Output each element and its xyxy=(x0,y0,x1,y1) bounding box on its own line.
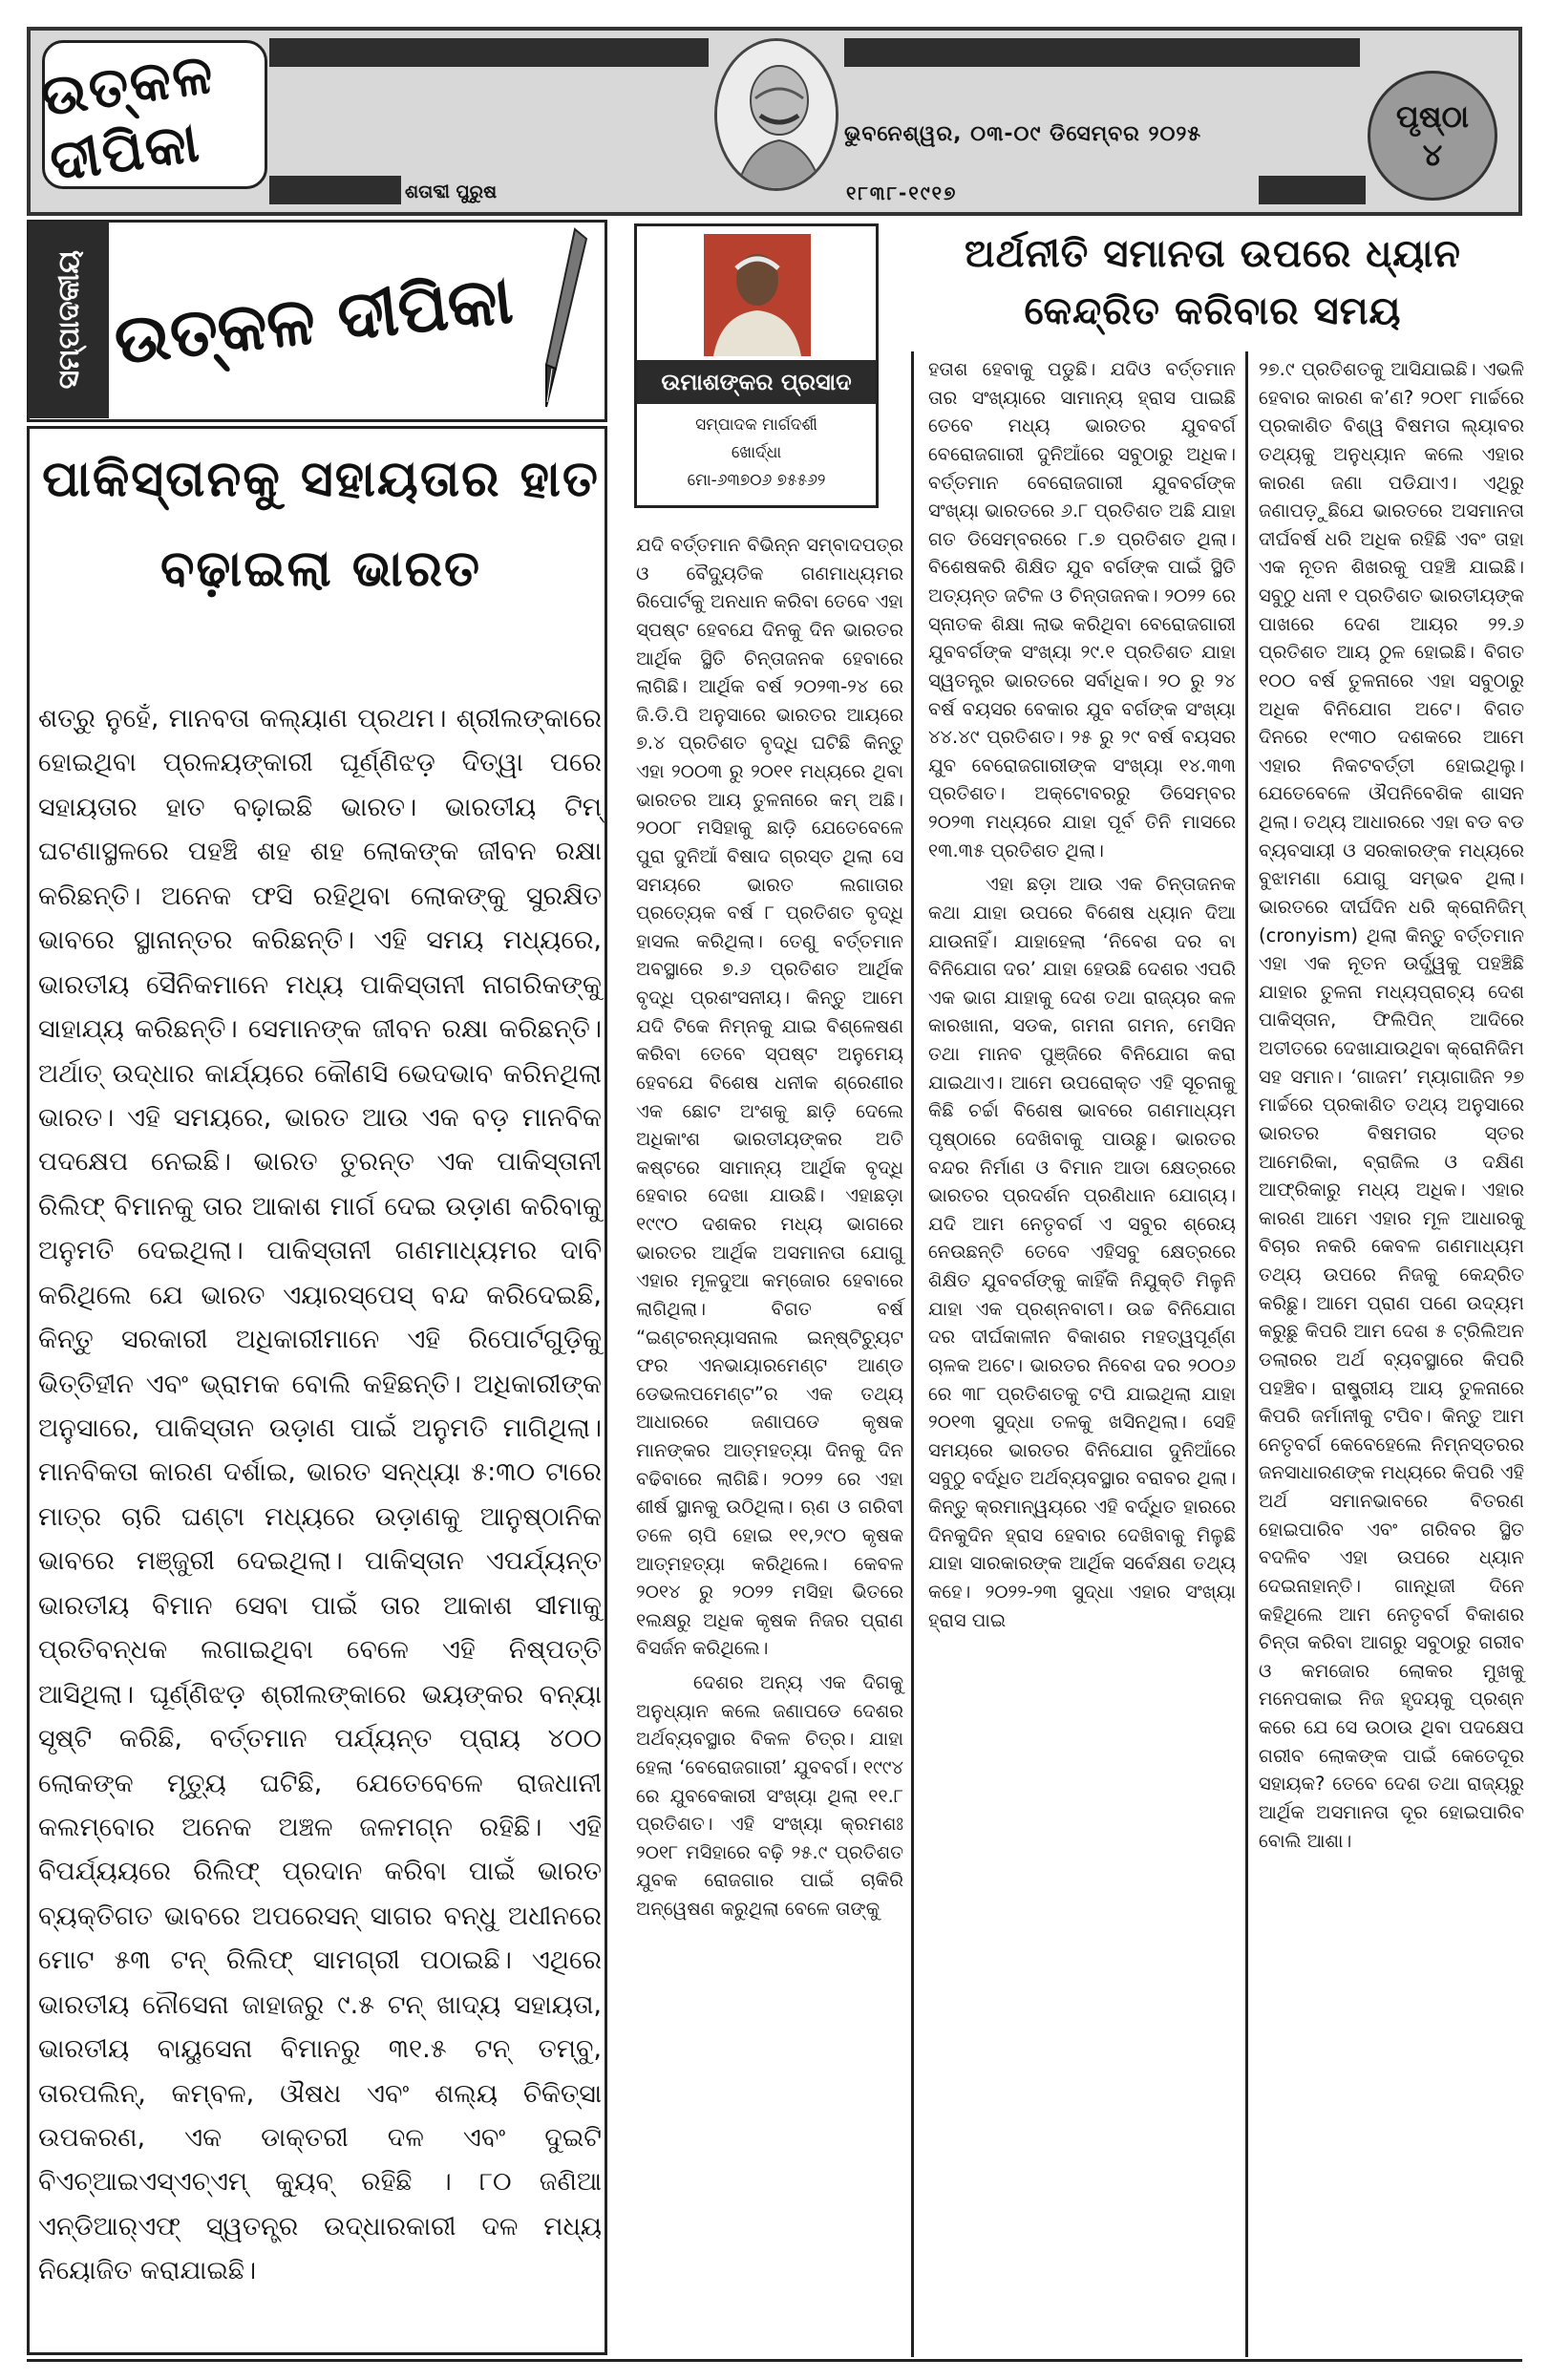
article-column-2 xyxy=(928,355,1236,1634)
editorial-logo: ଉତ୍କଳ ଦୀପିକା xyxy=(110,259,517,380)
column-divider xyxy=(1245,351,1248,2357)
masthead-band-top-left xyxy=(269,38,709,67)
article-column-3 xyxy=(1259,355,1524,1855)
article-paragraph: ଦେଶର ଅନ୍ୟ ଏକ ଦିଗକୁ ଅନୁଧ୍ୟାନ କଲେ ଜଣାପଡେ ଦେଶର ଅର୍ଥବ୍ୟବସ୍ଥାର ବିକଳ ଚିତ୍ର। ଯାହା ହେଲା ‘ବେରୋଜଗାରୀ’ ଯୁବବର୍ଗ। ୧୯୯୪ ରେ ଯୁବବେକାରୀ ସଂଖ୍ୟା ଥିଲା ୧୧.୮ ପ୍ରତିଶତ। ଏହି ସଂଖ୍ୟା କ୍ରମଶଃ ୨୦୧୮ ମସିହାରେ ବଢ଼ି ୨୫.୯ ପ୍ରତିଶତ ଯୁବକ ରୋଜଗାର ପାଇଁ ଚାକିରି ଅନ୍ୱେଷଣ କରୁଥିଲା ବେଳେ ତାଙ୍କୁ xyxy=(636,1671,903,1920)
author-details xyxy=(637,412,876,495)
editorial-headline: ପାକିସ୍ତାନକୁ ସହାୟତାର ହାତ ବଢ଼ାଇଲା ଭାରତ xyxy=(42,451,600,598)
page-number: ୪ xyxy=(1422,137,1443,173)
dateline: ଭୁବନେଶ୍ୱର, ୦୩-୦୯ ଡିସେମ୍ବର ୨୦୨୫ xyxy=(844,122,1202,146)
masthead-band-top-right xyxy=(844,38,1360,67)
masthead-band-bottom-right xyxy=(1259,176,1366,204)
article-paragraph: ଏହା ଛଡ଼ା ଆଉ ଏକ ଚିନ୍ତାଜନକ କଥା ଯାହା ଉପରେ ବିଶେଷ ଧ୍ୟାନ ଦିଆ ଯାଉନାହିଁ। ଯାହାହେଲା ‘ନିବେଶ ଦର ବା ବିନିଯୋଗ ଦର’ ଯାହା ହେଉଛି ଦେଶର ଏପରି ଏକ ଭାଗ ଯାହାକୁ ଦେଶ ତଥା ରାଜ୍ୟର କଳ କାରଖାନା, ସଡକ, ଗମନା ଗମନ, ମେସିନ ତଥା ମାନବ ପୁଞ୍ଜିରେ ବିନିଯୋଗ କରା ଯାଇଥାଏ। ଆମେ ଉପରୋକ୍ତ ଏହି ସୂଚନାକୁ କିଛି ଚର୍ଚ୍ଚା ବିଶେଷ ଭାବରେ ଗଣମାଧ୍ୟମ ପୃଷ୍ଠାରେ ଦେଖିବାକୁ ପାଉଛୁ। ଭାରତର ବନ୍ଦର ନିର୍ମାଣ ଓ ବିମାନ ଆଡା କ୍ଷେତ୍ରରେ ଭାରତର ପ୍ରଦର୍ଶନ ପ୍ରଣିଧାନ ଯୋଗ୍ୟ। ଯଦି ଆମ ନେତୃବର୍ଗ ଏ ସବୁର ଶ୍ରେୟ ନେଉଛନ୍ତି ତେବେ ଏହିସବୁ କ୍ଷେତ୍ରରେ ଶିକ୍ଷିତ ଯୁବବର୍ଗଙ୍କୁ କାହିଁକି ନିଯୁକ୍ତି ମିଳୁନି ଯାହା ଏକ ପ୍ରଶ୍ନବାଚୀ। ଉଚ୍ଚ ବିନିଯୋଗ ଦର ଦୀର୍ଘକାଳୀନ ବିକାଶର ମହତ୍ୱପୂର୍ଣ୍ଣ ଚାଳକ ଅଟେ। ଭାରତର ନିବେଶ ଦର ୨୦୦୬ ରେ ୩୮ ପ୍ରତିଶତକୁ ଟପି ଯାଇଥିଲା ଯାହା ୨୦୧୩ ସୁଦ୍ଧା ତଳକୁ ଖସିନଥିଲା। ସେହି ସମୟରେ ଭାରତର ବିନିଯୋଗ ଦୁନିଆଁରେ ସବୁଠୁ ବର୍ଦ୍ଧିତ ଅର୍ଥବ୍ୟବସ୍ଥାର ବରାବର ଥିଲା। କିନ୍ତୁ କ୍ରମାନ୍ୱୟରେ ଏହି ବର୍ଦ୍ଧିତ ହାରରେ ଦିନକୁଦିନ ହ୍ରାସ ହେବାର ଦେଖିବାକୁ ମିଳୁଛି ଯାହା ସାରକାରଙ୍କ ଆର୍ଥିକ ସର୍ବେକ୍ଷଣ ତଥ୍ୟ କହେ। ୨୦୨୨-୨୩ ସୁଦ୍ଧା ଏହାର ସଂଖ୍ୟା ହ୍ରାସ ପାଇ xyxy=(928,873,1236,1631)
author-phone: ମୋ-୬୩୭୦୬ ୭୫୫୬୨ xyxy=(687,470,826,490)
fountain-pen-icon xyxy=(535,225,592,416)
author-box xyxy=(634,223,879,508)
page-number-badge xyxy=(1368,71,1497,201)
article-paragraph: ଯଦି ବର୍ତ୍ତମାନ ବିଭିନ୍ନ ସମ୍ବାଦପତ୍ର ଓ ବୈଦ୍ୟୁତିକ ଗଣମାଧ୍ୟମର ରିପୋର୍ଟକୁ ଅନଧାନ କରିବା ତେବେ ଏହା ସ୍ପଷ୍ଟ ହେବଯେ ଦିନକୁ ଦିନ ଭାରତର ଆର୍ଥିକ ସ୍ଥିତି ଚିନ୍ତାଜନକ ହେବାରେ ଲାଗିଛି। ଆର୍ଥିକ ବର୍ଷ ୨୦୨୩-୨୪ ରେ ଜି.ଡି.ପି ଅନୁସାରେ ଭାରତର ଆୟରେ ୭.୪ ପ୍ରତିଶତ ବୃଦ୍ଧି ଘଟିଛି କିନ୍ତୁ ଏହା ୨୦୦୩ ରୁ ୨୦୧୧ ମଧ୍ୟରେ ଥିବା ଭାରତର ଆୟ ତୁଳନାରେ କମ୍ ଅଛି। ୨୦୦୮ ମସିହାକୁ ଛାଡ଼ି ଯେତେବେଳେ ପୁରା ଦୁନିଆଁ ବିଷାଦ ଗ୍ରସ୍ତ ଥିଲା ସେ ସମୟରେ ଭାରତ ଲଗାତାର ପ୍ରତ୍ୟେକ ବର୍ଷ ୮ ପ୍ରତିଶତ ବୃଦ୍ଧି ହାସଲ କରିଥିଲା। ତେଣୁ ବର୍ତ୍ତମାନ ଅବସ୍ଥାରେ ୭.୬ ପ୍ରତିଶତ ଆର୍ଥିକ ବୃଦ୍ଧି ପ୍ରଶଂସନୀୟ। କିନ୍ତୁ ଆମେ ଯଦି ଟିକେ ନିମ୍ନକୁ ଯାଇ ବିଶ୍ଳେଷଣ କରିବା ତେବେ ସ୍ପଷ୍ଟ ଅନୁମେୟ ହେବଯେ ବିଶେଷ ଧନୀକ ଶ୍ରେଣୀର ଏକ ଛୋଟ ଅଂଶକୁ ଛାଡ଼ି ଦେଲେ ଅଧିକାଂଶ ଭାରତୀୟଙ୍କର ଅତି କଷ୍ଟରେ ସାମାନ୍ୟ ଆର୍ଥିକ ବୃଦ୍ଧି ହେବାର ଦେଖା ଯାଉଛି। ଏହାଛଡ଼ା ୧୯୯୦ ଦଶକର ମଧ୍ୟ ଭାଗରେ ଭାରତର ଆର୍ଥିକ ଅସମାନତା ଯୋଗୁ ଏହାର ମୂଳଦୁଆ କମ୍‌ଜୋର ହେବାରେ ଲାଗିଥିଲା। ବିଗତ ବର୍ଷ “ଇଣ୍ଟରନ୍ୟାସନାଲ ଇନ୍‌ଷ୍ଟିଚ୍ୟୁଟ ଫର ଏନଭାୟାରମେଣ୍ଟ ଆଣ୍ଡ ଡେଭଲପମେଣ୍ଟ”ର ଏକ ତଥ୍ୟ ଆଧାରରେ ଜଣାପଡେ କୃଷକ ମାନଙ୍କର ଆତ୍ମହତ୍ୟା ଦିନକୁ ଦିନ ବଢିବାରେ ଲାଗିଛି। ୨୦୨୨ ରେ ଏହା ଶୀର୍ଷ ସ୍ଥାନକୁ ଉଠିଥିଲା। ଋଣ ଓ ଗରିବୀ ତଳେ ଚାପି ହୋଇ ୧୧,୨୯୦ କୃଷକ ଆତ୍ମହତ୍ୟା କରିଥିଲେ। କେବଳ ୨୦୧୪ ରୁ ୨୦୨୨ ମସିହା ଭିତରେ ୧ଲକ୍ଷରୁ ଅଧିକ କୃଷକ ନିଜର ପ୍ରାଣ ବିସର୍ଜନ କରିଥିଲେ। xyxy=(636,534,903,1660)
page-label: ପୃଷ୍ଠା xyxy=(1395,98,1470,135)
article-column-1 xyxy=(636,531,903,1923)
editorial-section-label: ସମ୍ପାଦକୀୟ xyxy=(29,222,109,418)
article-paragraph: ହତାଶ ହେବାକୁ ପଡୁଛି। ଯଦିଓ ବର୍ତ୍ତମାନ ତାର ସଂଖ୍ୟାରେ ସାମାନ୍ୟ ହ୍ରାସ ପାଇଛି ତେବେ ମଧ୍ୟ ଭାରତର ଯୁବବର୍ଗ ବେରୋଜଗାରୀ ଦୁନିଆଁରେ ସବୁଠାରୁ ଅଧିକ। ବର୍ତ୍ତମାନ ବେରୋଜଗାରୀ ଯୁବବର୍ଗଙ୍କ ସଂଖ୍ୟା ଭାରତରେ ୬.୮ ପ୍ରତିଶତ ଅଛି ଯାହା ଗତ ଡିସେମ୍ବରରେ ୮.୭ ପ୍ରତିଶତ ଥିଲା। ବିଶେଷକରି ଶିକ୍ଷିତ ଯୁବ ବର୍ଗଙ୍କ ପାଇଁ ସ୍ଥିତି ଅତ୍ୟନ୍ତ ଜଟିଳ ଓ ଚିନ୍ତାଜନକ। ୨୦୨୨ ରେ ସ୍ନାତକ ଶିକ୍ଷା ଲାଭ କରିଥିବା ବେରୋଜଗାରୀ ଯୁବବର୍ଗଙ୍କ ସଂଖ୍ୟା ୨୯.୧ ପ୍ରତିଶତ ଯାହା ସ୍ୱତନ୍ତ୍ର ଭାରତରେ ସର୍ବାଧିକ। ୨୦ ରୁ ୨୪ ବର୍ଷ ବୟସର ବେକାର ଯୁବ ବର୍ଗଙ୍କ ସଂଖ୍ୟା ୪୪.୪୯ ପ୍ରତିଶତ। ୨୫ ରୁ ୨୯ ବର୍ଷ ବୟସର ଯୁବ ବେରୋଜଗାରୀଙ୍କ ସଂଖ୍ୟା ୧୪.୩୩ ପ୍ରତିଶତ। ଅକ୍ଟୋବରରୁ ଡିସେମ୍ବର ୨୦୨୩ ମଧ୍ୟରେ ଯାହା ପୂର୍ବ ତିନି ମାସରେ ୧୩.୩୫ ପ୍ରତିଶତ ଥିଲା। xyxy=(928,358,1236,861)
article-headline: ଅର୍ଥନୀତି ସମାନତା ଉପରେ ଧ୍ୟାନ କେନ୍ଦ୍ରିତ କରିବାର ସମୟ xyxy=(965,232,1461,333)
column-divider xyxy=(911,351,914,2357)
founder-years: ୧୮୩୮-୧୯୧୭ xyxy=(846,181,958,204)
author-name: ଉମାଶଙ୍କର ପ୍ରସାଦ xyxy=(637,360,876,404)
portrait-caption: ଶତାବ୍ଦୀ ପୁରୁଷ xyxy=(405,181,498,202)
founder-portrait xyxy=(714,38,838,191)
masthead-logo: ଉତ୍କଳ ଦୀପିକା xyxy=(42,40,267,189)
page-bottom-rule xyxy=(27,2359,1522,2362)
masthead-band-bottom-left xyxy=(269,176,401,204)
article-paragraph: ୨୭.୯ ପ୍ରତିଶତକୁ ଆସିଯାଇଛି। ଏଭଳି ହେବାର କାରଣ କ’ଣ? ୨୦୧୮ ମାର୍ଚ୍ଚରେ ପ୍ରକାଶିତ ବିଶ୍ୱ ବିଷମତା ଲ୍ୟାବର ତଥ୍ୟକୁ ଅନୁଧ୍ୟାନ କଲେ ଏହାର କାରଣ ଜଣା ପଡିଯାଏ। ଏଥିରୁ ଜଣାପଡ଼ୁଛିଯେ ଭାରତରେ ଅସମାନତା ଦୀର୍ଘବର୍ଷ ଧରି ଅଧିକ ରହିଛି ଏବଂ ତାହା ଏକ ନୂତନ ଶିଖରକୁ ପହଞ୍ଚି ଯାଇଛି। ସବୁଠୁ ଧନୀ ୧ ପ୍ରତିଶତ ଭାରତୀୟଙ୍କ ପାଖରେ ଦେଶ ଆୟର ୨୨.୬ ପ୍ରତିଶତ ଆୟ ଠୁଳ ହୋଇଛି। ବିଗତ ୧୦୦ ବର୍ଷ ତୁଳନାରେ ଏହା ସବୁଠାରୁ ଅଧିକ ବିନିଯୋଗ ଅଟେ। ବିଗତ ଦିନରେ ୧୯୩୦ ଦଶକରେ ଆମେ ଏହାର ନିକଟବର୍ତ୍ତୀ ହୋଇଥିଲୁ। ଯେତେବେଳେ ଔପନିବେଶିକ ଶାସନ ଥିଲା। ତଥ୍ୟ ଆଧାରରେ ଏହା ବଡ ବଡ ବ୍ୟବସାୟୀ ଓ ସରକାରଙ୍କ ମଧ୍ୟରେ ବୁଝାମଣା ଯୋଗୁ ସମ୍ଭବ ଥିଲା। ଭାରତରେ ଦୀର୍ଘଦିନ ଧରି କ୍ରୋନିଜିମ୍ (cronyism) ଥିଲା କିନ୍ତୁ ବର୍ତ୍ତମାନ ଏହା ଏକ ନୂତନ ଉର୍ଦ୍ଧ୍ୱକୁ ପହଞ୍ଚିଛି ଯାହାର ତୁଳନା ମଧ୍ୟପ୍ରାଚ୍ୟ ଦେଶ ପାକିସ୍ତାନ, ଫିଲିପିନ୍ ଆଦିରେ ଅତୀତରେ ଦେଖାଯାଉଥିବା କ୍ରୋନିଜିମ ସହ ସମାନ। ‘ଗାଜମ’ ମ୍ୟାଗାଜିନ ୨୭ ମାର୍ଚ୍ଚରେ ପ୍ରକାଶିତ ତଥ୍ୟ ଅନୁସାରେ ଭାରତର ବିଷମତାର ସ୍ତର ଆମେରିକା, ବ୍ରାଜିଲ ଓ ଦକ୍ଷିଣ ଆଫ୍ରିକାରୁ ମଧ୍ୟ ଅଧିକ। ଏହାର କାରଣ ଆମେ ଏହାର ମୂଳ ଆଧାରକୁ ବିଚାର ନକରି କେବଳ ଗଣମାଧ୍ୟମ ତଥ୍ୟ ଉପରେ ନିଜକୁ କେନ୍ଦ୍ରିତ କରିଛୁ। ଆମେ ପ୍ରାଣ ପଣେ ଉଦ୍ୟମ କରୁଛୁ କିପରି ଆମ ଦେଶ ୫ ଟ୍ରିଲିଅନ ଡଲାରର ଅର୍ଥ ବ୍ୟବସ୍ଥାରେ କିପରି ପହଞ୍ଚିବ। ରାଷ୍ଟ୍ରୀୟ ଆୟ ତୁଳନାରେ କିପରି ଜର୍ମାନୀକୁ ଟପିବ। କିନ୍ତୁ ଆମ ନେତୃବର୍ଗ କେବେହେଲେ ନିମ୍ନସ୍ତରର ଜନସାଧାରଣଙ୍କ ମଧ୍ୟରେ କିପରି ଏହି ଅର୍ଥ ସମାନଭାବରେ ବିତରଣ ହୋଇପାରିବ ଏବଂ ଗରିବର ସ୍ଥିତ ବଦଳିବ ଏହା ଉପରେ ଧ୍ୟାନ ଦେଇନାହାନ୍ତି। ଗାନ୍ଧିଜୀ ଦିନେ କହିଥିଲେ ଆମ ନେତୃବର୍ଗ ବିକାଶର ଚିନ୍ତା କରିବା ଆଗରୁ ସବୁଠାରୁ ଗରୀବ ଓ କମଜୋର ଲୋକର ମୁଖକୁ ମନେପକାଇ ନିଜ ହୃଦୟକୁ ପ୍ରଶ୍ନ କରେ ଯେ ସେ ଉଠାଉ ଥିବା ପଦକ୍ଷେପ ଗରୀବ ଲୋକଙ୍କ ପାଇଁ କେତେଦୂର ସହାୟକ? ତେବେ ଦେଶ ତଥା ରାଜ୍ୟରୁ ଆର୍ଥିକ ଅସମାନତା ଦୂର ହୋଇପାରିବ ବୋଲି ଆଶା। xyxy=(1259,358,1524,1852)
author-place: ଖୋର୍ଦ୍ଧା xyxy=(731,442,782,462)
editorial-body: ଶତ୍ରୁ ନୁହେଁ, ମାନବତା କଲ୍ୟାଣ ପ୍ରଥମ। ଶ୍ରୀଲଙ୍କାରେ ହୋଇଥିବା ପ୍ରଳୟଙ୍କାରୀ ଘୂର୍ଣ୍ଣିଝଡ଼ ଦିତ୍ୱା ପରେ ସହାୟତାର ହାତ ବଢ଼ାଇଛି ଭାରତ। ଭାରତୀୟ ଟିମ୍ ଘଟଣାସ୍ଥଳରେ ପହଞ୍ଚି ଶହ ଶହ ଲୋକଙ୍କ ଜୀବନ ରକ୍ଷା କରିଛନ୍ତି। ଅନେକ ଫସି ରହିଥିବା ଲୋକଙ୍କୁ ସୁରକ୍ଷିତ ଭାବରେ ସ୍ଥାନାନ୍ତର କରିଛନ୍ତି। ଏହି ସମୟ ମଧ୍ୟରେ, ଭାରତୀୟ ସୈନିକମାନେ ମଧ୍ୟ ପାକିସ୍ତାନୀ ନାଗରିକଙ୍କୁ ସାହାଯ୍ୟ କରିଛନ୍ତି। ସେମାନଙ୍କ ଜୀବନ ରକ୍ଷା କରିଛନ୍ତି। ଅର୍ଥାତ୍ ଉଦ୍ଧାର କାର୍ଯ୍ୟରେ କୌଣସି ଭେଦଭାବ କରିନଥିଲା ଭାରତ। ଏହି ସମୟରେ, ଭାରତ ଆଉ ଏକ ବଡ଼ ମାନବିକ ପଦକ୍ଷେପ ନେଇଛି। ଭାରତ ତୁରନ୍ତ ଏକ ପାକିସ୍ତାନୀ ରିଲିଫ୍ ବିମାନକୁ ତାର ଆକାଶ ମାର୍ଗ ଦେଇ ଉଡ଼ାଣ କରିବାକୁ ଅନୁମତି ଦେଇଥିଲା। ପାକିସ୍ତାନୀ ଗଣମାଧ୍ୟମର ଦାବି କରିଥିଲେ ଯେ ଭାରତ ଏୟାରସ୍ପେସ୍ ବନ୍ଦ କରିଦେଇଛି, କିନ୍ତୁ ସରକାରୀ ଅଧିକାରୀମାନେ ଏହି ରିପୋର୍ଟଗୁଡ଼ିକୁ ଭିତ୍ତିହୀନ ଏବଂ ଭ୍ରାମକ ବୋଲି କହିଛନ୍ତି। ଅଧିକାରୀଙ୍କ ଅନୁସାରେ, ପାକିସ୍ତାନ ଉଡ଼ାଣ ପାଇଁ ଅନୁମତି ମାଗିଥିଲା। ମାନବିକତା କାରଣ ଦର୍ଶାଇ, ଭାରତ ସନ୍ଧ୍ୟା ୫:୩୦ ଟାରେ ମାତ୍ର ଚାରି ଘଣ୍ଟା ମଧ୍ୟରେ ଉଡ଼ାଣକୁ ଆନୁଷ୍ଠାନିକ ଭାବରେ ମଞ୍ଜୁରୀ ଦେଇଥିଲା। ପାକିସ୍ତାନ ଏପର୍ଯ୍ୟନ୍ତ ଭାରତୀୟ ବିମାନ ସେବା ପାଇଁ ତାର ଆକାଶ ସୀମାକୁ ପ୍ରତିବନ୍ଧକ ଲଗାଇଥିବା ବେଳେ ଏହି ନିଷ୍ପତ୍ତି ଆସିଥିଲା। ଘୂର୍ଣ୍ଣିଝଡ଼ ଶ୍ରୀଲଙ୍କାରେ ଭୟଙ୍କର ବନ୍ୟା ସୃଷ୍ଟି କରିଛି, ବର୍ତ୍ତମାନ ପର୍ଯ୍ୟନ୍ତ ପ୍ରାୟ ୪୦୦ ଲୋକଙ୍କ ମୃତ୍ୟୁ ଘଟିଛି, ଯେତେବେଳେ ରାଜଧାନୀ କଲମ୍ବୋର ଅନେକ ଅଞ୍ଚଳ ଜଳମଗ୍ନ ରହିଛି। ଏହି ବିପର୍ଯ୍ୟୟରେ ରିଲିଫ୍ ପ୍ରଦାନ କରିବା ପାଇଁ ଭାରତ ବ୍ୟକ୍ତିଗତ ଭାବରେ ଅପରେସନ୍ ସାଗର ବନ୍ଧୁ ଅଧୀନରେ ମୋଟ ୫୩ ଟନ୍ ରିଲିଫ୍ ସାମଗ୍ରୀ ପଠାଇଛି। ଏଥିରେ ଭାରତୀୟ ନୌସେନା ଜାହାଜରୁ ୯.୫ ଟନ୍ ଖାଦ୍ୟ ସହାୟତା, ଭାରତୀୟ ବାୟୁସେନା ବିମାନରୁ ୩୧.୫ ଟନ୍ ତମ୍ବୁ, ତାରପଲିନ୍, କମ୍ବଳ, ଔଷଧ ଏବଂ ଶଲ୍ୟ ଚିକିତ୍ସା ଉପକରଣ, ଏକ ଡାକ୍ତରୀ ଦଳ ଏବଂ ଦୁଇଟି ବିଏଚ୍‌ଆଇଏସ୍‌ଏଚ୍‌ଏମ୍ କ୍ୟୁବ୍ ରହିଛି । ୮୦ ଜଣିଆ ଏନ୍‌ଡିଆର୍‌ଏଫ୍ ସ୍ୱତନ୍ତ୍ର ଉଦ୍ଧାରକାରୀ ଦଳ ମଧ୍ୟ ନିୟୋଜିତ କରାଯାଇଛି। xyxy=(38,704,602,2286)
author-role: ସମ୍ପାଦକ ମାର୍ଗଦର୍ଶୀ xyxy=(695,415,817,435)
author-photo xyxy=(704,234,811,356)
